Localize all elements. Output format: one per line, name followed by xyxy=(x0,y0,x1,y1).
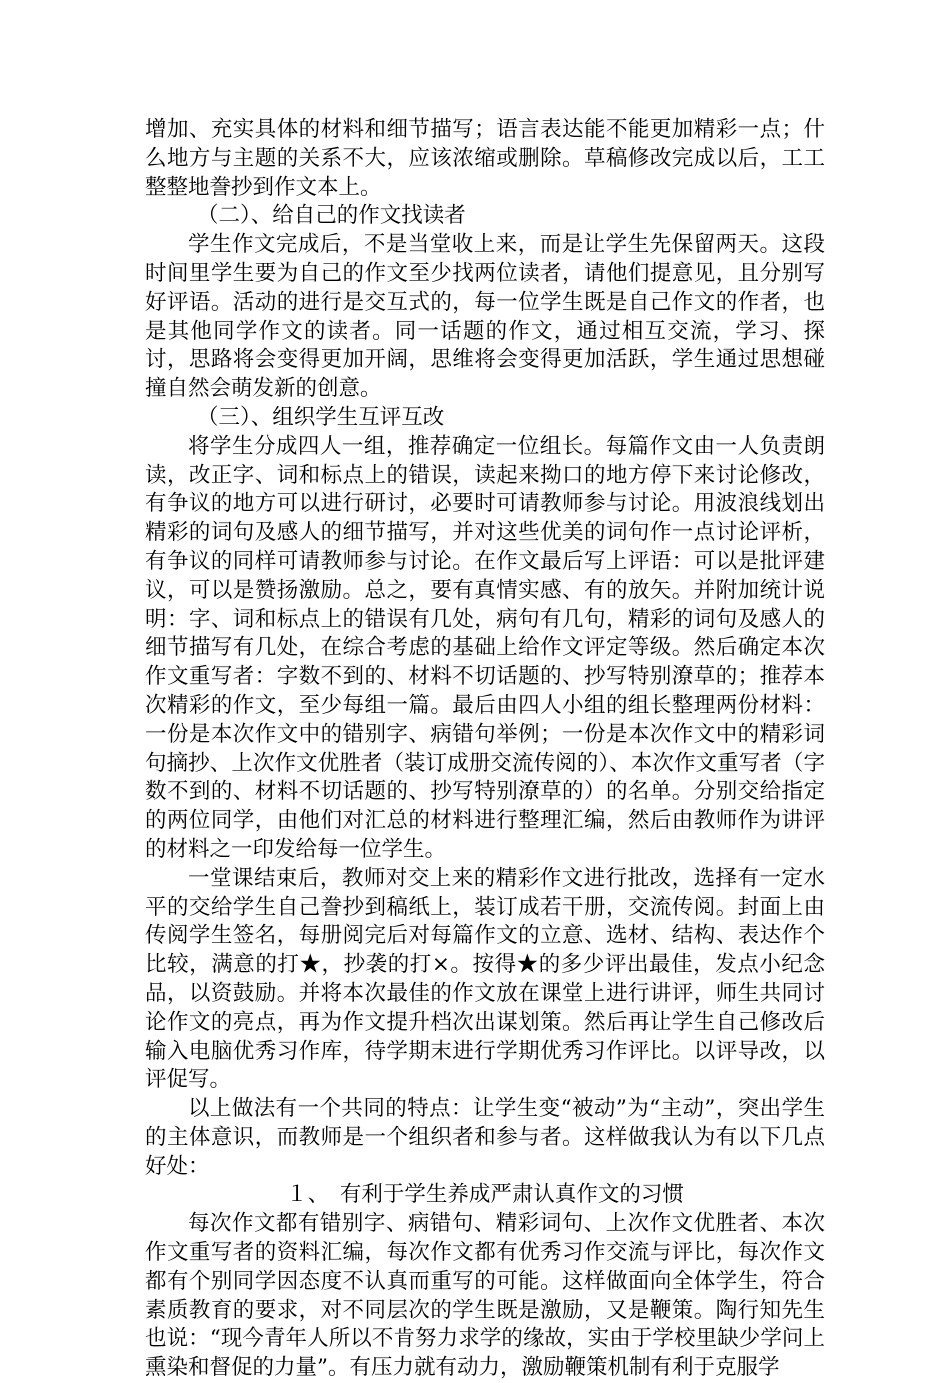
section-heading-2: （二）、给自己的作文找读者 xyxy=(197,203,466,229)
paragraph-readers: 学生作文完成后，不是当堂收上来，而是让学生先保留两天。这段时间里学生要为自己的作文至少找两位读者，请他们提意见，且分别写好评语。活动的进行是交互式的，每一位学生既是自己作文的作者，也是其他同学作文的读者。同一话题的作文，通过相互交流，学习、探讨，思路将会变得更加开阔，思维将会变得更加活跃，学生通过思想碰撞自然会萌发新的创意。 xyxy=(145,232,825,402)
section-heading-3: （三）、组织学生互评互改 xyxy=(197,404,445,430)
paragraph-peer-review: 将学生分成四人一组，推荐确定一位组长。每篇作文由一人负责朗读，改正字、词和标点上的错误，读起来拗口的地方停下来讨论修改，有争议的地方可以进行研讨，必要时可请教师参与讨论。用波浪线划出精彩的词句及感人的细节描写，并对这些优美的词句作一点讨论评析，有争议的同样可请教师参与讨论。在作文最后写上评语：可以是批评建议，可以是赞扬激励。总之，要有真情实感、有的放矢。并附加统计说明：字、词和标点上的错误有几处，病句有几句，精彩的词句及感人的细节描写有几处，在综合考虑的基础上给作文评定等级。然后确定本次作文重写者：字数不到的、材料不切话题的、抄写特别潦草的；推荐本次精彩的作文，至少每组一篇。最后由四人小组的组长整理两份材料：一份是本次作文中的错别字、病错句举例；一份是本次作文中的精彩词句摘抄、上次作文优胜者（装订成册交流传阅的）、本次作文重写者（字数不到的、材料不切话题的、抄写特别潦草的）的名单。分别交给指定的两位同学，由他们对汇总的材料进行整理汇编，然后由教师作为讲评的材料之一印发给每一位学生。 xyxy=(145,433,825,862)
paragraph-continuation: 增加、充实具体的材料和细节描写；语言表达能不能更加精彩一点；什么地方与主题的关系不大，应该浓缩或删除。草稿修改完成以后，工工整整地誊抄到作文本上。 xyxy=(145,117,825,200)
paragraph-common-feature: 以上做法有一个共同的特点：让学生变“被动”为“主动”，突出学生的主体意识，而教师是一个组织者和参与者。这样做我认为有以下几点好处： xyxy=(145,1096,825,1179)
paragraph-after-class: 一堂课结束后，教师对交上来的精彩作文进行批改，选择有一定水平的交给学生自己誊抄到稿纸上，装订成若干册，交流传阅。封面上由传阅学生签名，每册阅完后对每篇作文的立意、选材、结构、表达作个比较，满意的打★，抄袭的打×。按得★的多少评出最佳，发点小纪念品，以资鼓励。并将本次最佳的作文放在课堂上进行讲评，师生共同讨论作文的亮点，再为作文提升档次出谋划策。然后再让学生自己修改后输入电脑优秀习作库，待学期末进行学期优秀习作评比。以评导改，以评促写。 xyxy=(145,865,825,1093)
numbered-heading-1: １、 有利于学生养成严肃认真作文的习惯 xyxy=(286,1182,684,1208)
paragraph-benefit-1: 每次作文都有错别字、病错句、精彩词句、上次作文优胜者、本次作文重写者的资料汇编，每次作文都有优秀习作交流与评比，每次作文都有个别同学因态度不认真而重写的可能。这样做面向全体学生，符合素质教育的要求，对不同层次的学生既是激励，又是鞭策。陶行知先生也说：“现今青年人所以不肯努力求学的缘故，实由于学校里缺少学问上熏染和督促的力量”。有压力就有动力，激励鞭策机制有利于克服学 xyxy=(145,1211,825,1381)
document-page xyxy=(145,116,825,1383)
